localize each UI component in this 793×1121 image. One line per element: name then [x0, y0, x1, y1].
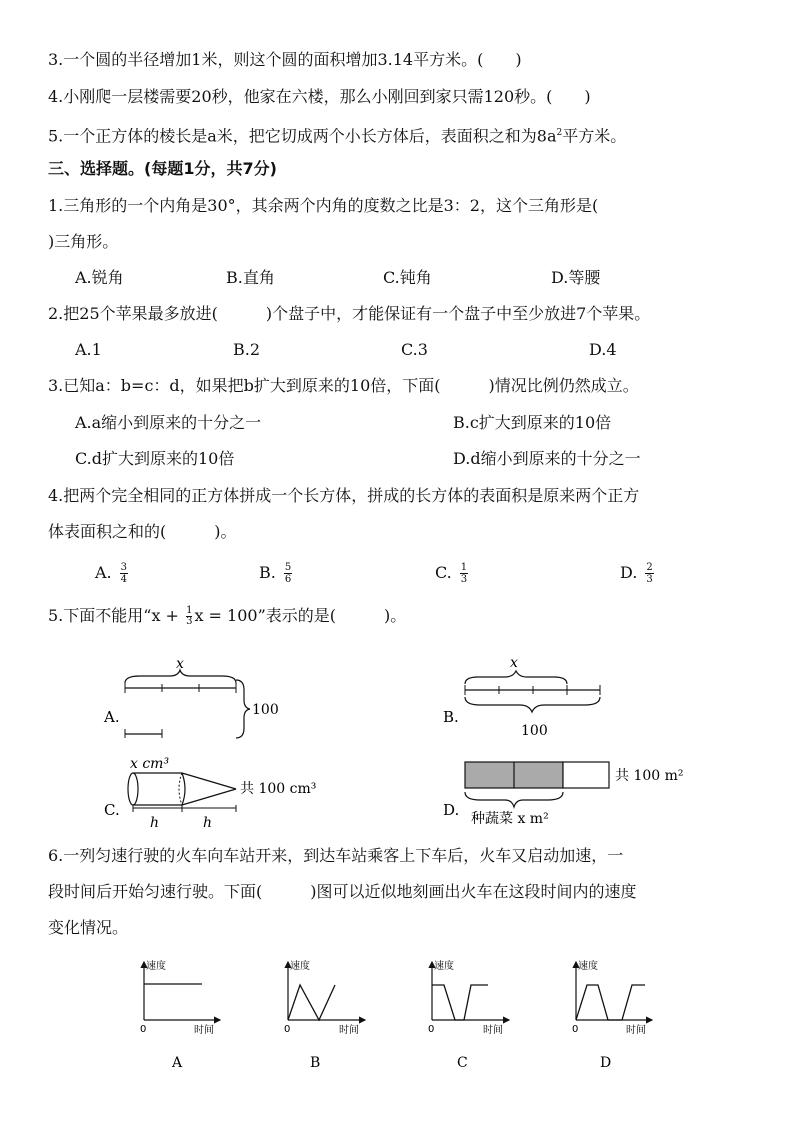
choice-q1-option-c: C.钝角 — [383, 268, 432, 287]
graph-b-letter: B — [310, 1055, 321, 1071]
figure-c-h1: h — [150, 815, 160, 831]
judge-q3: 3.一个圆的半径增加1米，则这个圆的面积增加3.14平方米。( ) — [48, 50, 522, 69]
choice-q4-option-c: C. $\frac{1}{3}$ — [435, 562, 468, 585]
graph-c-y-label: 速度 — [434, 961, 454, 972]
section3-heading: 三、选择题。(每题1分，共7分) — [48, 159, 277, 178]
graph-a-origin: 0 — [140, 1024, 147, 1035]
choice-q6-line3: 变化情况。 — [48, 918, 129, 937]
choice-q1-option-a: A.锐角 — [75, 268, 124, 287]
graph-c — [428, 959, 509, 1071]
graph-a-letter: A — [172, 1055, 183, 1071]
choice-q2-text: 2.把25个苹果最多放进( )个盘子中，才能保证有一个盘子中至少放进7个苹果。 — [48, 304, 651, 323]
graph-c-x-label: 时间 — [483, 1025, 503, 1036]
judge-q5-sup: 2 — [556, 128, 563, 138]
choice-q2-option-a: A.1 — [75, 340, 102, 359]
judge-q5-prefix: 5.一个正方体的棱长是a米，把它切成两个小长方体后，表面积之和为8a — [48, 126, 557, 146]
choice-q4-line2: 体表面积之和的( )。 — [48, 522, 237, 541]
choice-q2-option-d: D.4 — [589, 340, 617, 359]
choice-q2-option-c: C.3 — [401, 340, 428, 359]
figure-c-h2: h — [203, 815, 213, 831]
choice-q6-line1: 6.一列匀速行驶的火车向车站开来，到达车站乘客上下车后，火车又启动加速，一 — [48, 846, 624, 865]
choice-q3-option-a: A.a缩小到原来的十分之一 — [75, 413, 262, 432]
figure-d-right-label: 共 100 m² — [615, 768, 684, 784]
graph-b — [284, 959, 365, 1071]
graph-a-y-label: 速度 — [146, 961, 166, 972]
figure-b-letter: B. — [443, 708, 459, 726]
figure-d-letter: D. — [443, 801, 460, 819]
choice-q1-line2: )三角形。 — [48, 232, 119, 251]
choice-q6-line2: 段时间后开始匀速行驶。下面( )图可以近似地刻画出火车在这段时间内的速度 — [48, 882, 637, 901]
choice-q1-option-b: B.直角 — [226, 268, 275, 287]
graph-d-origin: 0 — [572, 1024, 579, 1035]
figure-c-letter: C. — [104, 801, 120, 819]
graph-c-origin: 0 — [428, 1024, 435, 1035]
graph-d-letter: D — [600, 1055, 612, 1071]
choice-q4-line1: 4.把两个完全相同的正方体拼成一个长方体，拼成的长方体的表面积是原来两个正方 — [48, 486, 640, 505]
judge-q4: 4.小刚爬一层楼需要20秒，他家在六楼，那么小刚回到家只需120秒。( ) — [48, 87, 591, 106]
choice-q5-text: 5.下面不能用“x + $\frac{1}{3}$ x = 100”表示的是( )。 — [48, 605, 407, 627]
choice-q2-option-b: B.2 — [233, 340, 261, 359]
choice-q3-text: 3.已知a：b=c：d，如果把b扩大到原来的10倍，下面( )情况比例仍然成立。 — [48, 376, 639, 395]
figure-a-top-label: x — [176, 656, 184, 672]
graph-b-y-label: 速度 — [290, 961, 310, 972]
graph-b-origin: 0 — [284, 1024, 291, 1035]
judge-q5-suffix: 平方米。 — [562, 126, 627, 146]
figure-b-bottom-label: 100 — [521, 723, 548, 739]
graph-b-x-label: 时间 — [339, 1025, 359, 1036]
figure-c-right-label: 共 100 cm³ — [240, 781, 317, 797]
choice-q4-option-d: D. $\frac{2}{3}$ — [620, 562, 653, 585]
graph-d-y-label: 速度 — [578, 961, 598, 972]
graph-d — [572, 959, 652, 1071]
graph-c-letter: C — [457, 1055, 468, 1071]
figure-b-top-label: x — [510, 655, 518, 671]
choice-q3-option-b: B.c扩大到原来的10倍 — [453, 413, 612, 432]
choice-q4-option-a: A. $\frac{3}{4}$ — [95, 562, 128, 585]
graph-a-x-label: 时间 — [194, 1025, 214, 1036]
figure-a-side-label: 100 — [252, 702, 279, 718]
choice-q4-option-b: B. $\frac{5}{6}$ — [259, 562, 292, 585]
figure-d-bottom-label: 种蔬菜 x m² — [471, 811, 549, 827]
choice-q1-line1: 1.三角形的一个内角是30°，其余两个内角的度数之比是3：2，这个三角形是( — [48, 196, 599, 215]
figure-a-letter: A. — [104, 708, 120, 726]
choice-q3-option-c: C.d扩大到原来的10倍 — [75, 449, 235, 468]
graph-d-x-label: 时间 — [626, 1025, 646, 1036]
choice-q1-option-d: D.等腰 — [551, 268, 601, 287]
figure-c-top-label: x cm³ — [130, 756, 170, 772]
choice-q3-option-d: D.d缩小到原来的十分之一 — [453, 449, 641, 468]
graph-a — [140, 959, 220, 1071]
